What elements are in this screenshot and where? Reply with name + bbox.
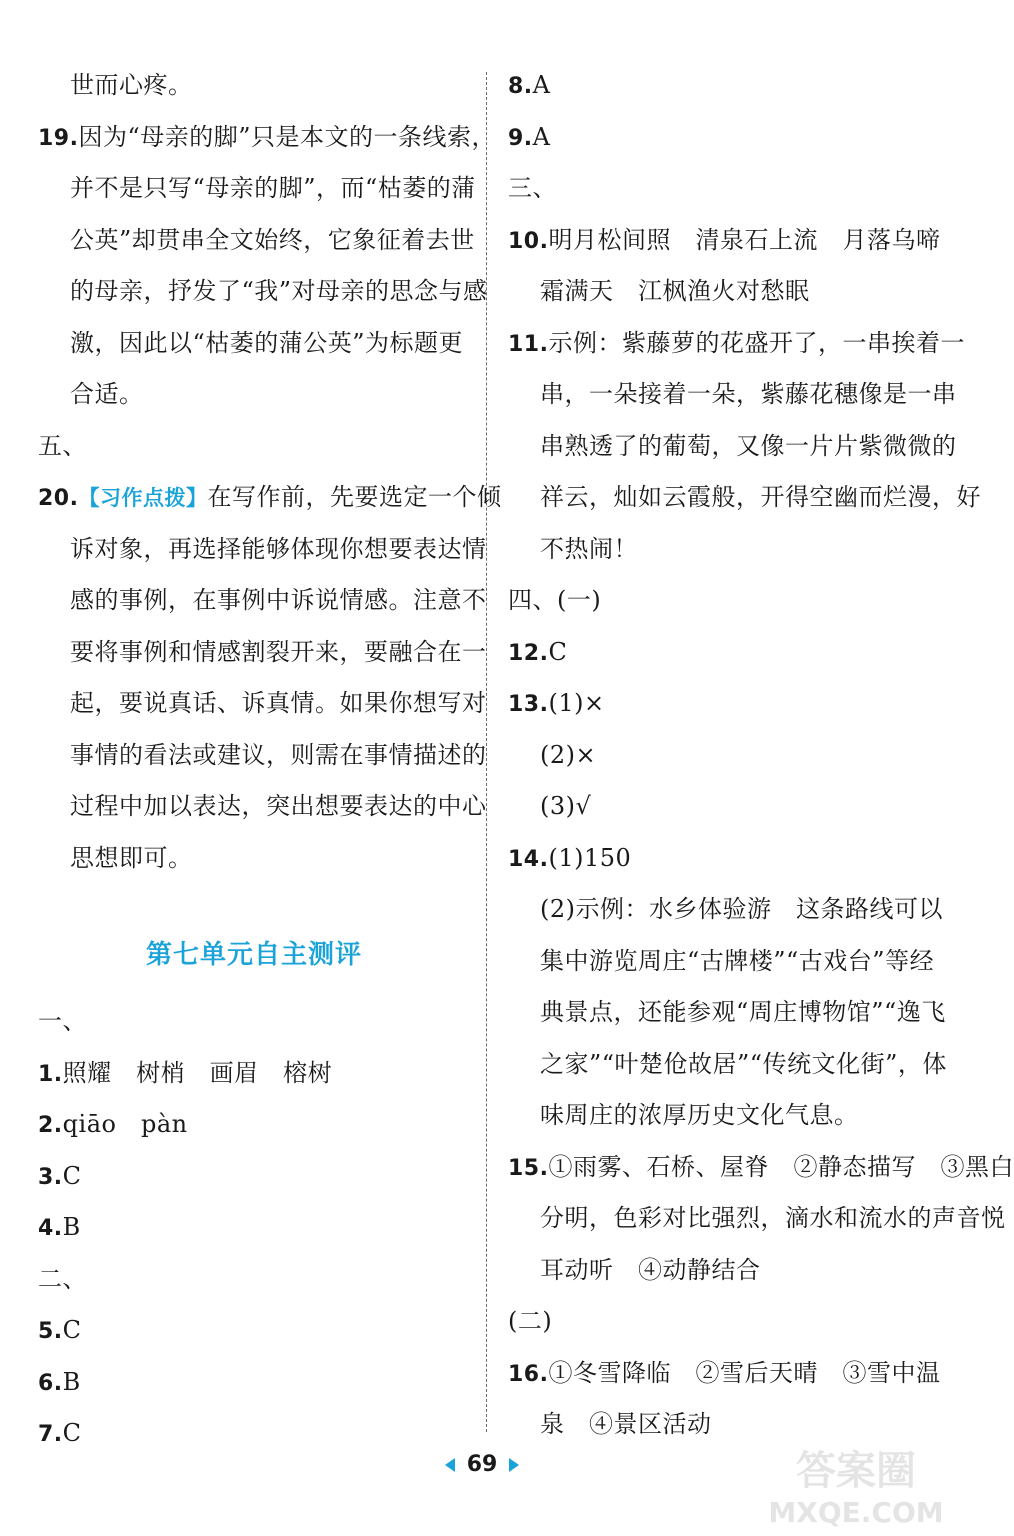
watermark-logo: [756, 1440, 956, 1530]
watermark-url: MXQE.COM: [768, 1496, 944, 1529]
answer-number: 4.: [38, 1216, 63, 1241]
section-heading: (二): [508, 1307, 553, 1335]
answer-text: (3)√: [540, 792, 592, 820]
answer-5: [38, 1305, 470, 1357]
answer-number: 19.: [38, 125, 79, 151]
text-line: 分明，色彩对比强烈，滴水和流水的声音悦: [540, 1204, 1006, 1232]
answer-number: 10.: [508, 228, 549, 254]
text-line: 激，因此以“枯萎的蒲公英”为标题更: [70, 328, 464, 357]
text-line: 诉对象，再选择能够体现你想要表达情: [70, 534, 487, 563]
text-line: 之家”“叶楚伧故居”“传统文化街”，体: [540, 1049, 947, 1078]
watermark-text: 答案圈: [796, 1448, 916, 1494]
answer-number: 11.: [508, 331, 549, 357]
text-line: 集中游览周庄“古牌楼”“古戏台”等经: [540, 946, 935, 975]
answer-number: 2.: [38, 1113, 63, 1138]
answer-text: C: [62, 1419, 82, 1447]
answer-text: C: [62, 1161, 82, 1190]
answer-text: A: [532, 122, 551, 151]
answer-number: 9.: [508, 125, 533, 151]
section-heading: 二、: [38, 1264, 87, 1293]
text-line: 思想即可。: [70, 843, 193, 872]
section-heading: 一、: [38, 1007, 87, 1035]
answer-number: 7.: [38, 1422, 63, 1447]
text-line: 耳动听 ④动静结合: [540, 1255, 761, 1284]
text-line: 起，要说真话、诉真情。如果你想写对: [70, 689, 487, 717]
answer-16: [508, 1348, 940, 1400]
page-number: 69: [466, 1452, 498, 1477]
text-line: 泉 ④景区活动: [540, 1410, 712, 1438]
answer-number: 8.: [508, 74, 533, 99]
section-heading: 五、: [38, 431, 87, 460]
answer-11: [508, 318, 965, 370]
answer-3: [38, 1151, 470, 1203]
answer-number: 3.: [38, 1164, 63, 1190]
writing-tip-label: 【习作点拨】: [78, 486, 208, 510]
text-line: 串熟透了的葡萄，又像一片片紫微微的: [540, 431, 957, 460]
answer-text: (1)150: [548, 843, 632, 872]
text-line: 因为“母亲的脚”只是本文的一条线索，: [78, 122, 497, 151]
answer-number: 5.: [38, 1319, 63, 1344]
answer-19: [38, 112, 497, 164]
section-heading: 四、(一): [508, 586, 602, 614]
answer-10: [508, 215, 940, 267]
text-line: 示例：紫藤萝的花盛开了，一串挨着一: [548, 328, 965, 357]
answer-text: qiāo pàn: [62, 1110, 188, 1138]
text-line: 合适。: [70, 380, 144, 408]
answer-number: 16.: [508, 1361, 549, 1387]
answer-number: 13.: [508, 692, 549, 717]
answer-8: [508, 60, 940, 112]
answer-12: [508, 627, 940, 679]
answer-13: [508, 678, 940, 730]
text-line: 世而心疼。: [70, 71, 193, 99]
answer-text: C: [548, 637, 568, 666]
answer-text: (2)×: [540, 740, 597, 769]
answer-number: 1.: [38, 1061, 63, 1087]
unit-title: 第七单元自主测评: [145, 940, 362, 970]
text-line: ①雨雾、石桥、屋脊 ②静态描写 ③黑白: [548, 1152, 1014, 1181]
text-line: 事情的看法或建议，则需在事情描述的: [70, 740, 487, 769]
text-line: (2)示例：水乡体验游 这条路线可以: [540, 895, 943, 923]
answer-6: [38, 1357, 470, 1409]
answer-20: [38, 472, 502, 524]
answer-9: [508, 112, 940, 164]
text-line: 霜满天 江枫渔火对愁眠: [540, 277, 810, 305]
text-line: 的母亲，抒发了“我”对母亲的思念与感: [70, 277, 488, 305]
answer-text: C: [62, 1316, 82, 1344]
text-line: 味周庄的浓厚历史文化气息。: [540, 1101, 859, 1129]
answer-text: B: [62, 1213, 81, 1241]
triangle-right-icon: [509, 1458, 519, 1472]
answer-text: B: [62, 1367, 81, 1396]
answer-text: (1)×: [548, 689, 605, 717]
answer-text: 照耀 树梢 画眉 榕树: [62, 1058, 333, 1087]
answer-14: [508, 833, 940, 885]
answer-4: [38, 1202, 470, 1254]
left-column: [38, 60, 502, 1460]
text-line: 不热闹！: [540, 534, 638, 563]
answer-number: 14.: [508, 846, 549, 872]
right-column: [508, 60, 1014, 1451]
answer-1: [38, 1048, 470, 1100]
answer-text: A: [532, 71, 551, 99]
section-heading: 三、: [508, 174, 557, 202]
text-line: 祥云，灿如云霞般，开得空幽而烂漫，好: [540, 483, 981, 511]
text-line: ①冬雪降临 ②雪后天晴 ③雪中温: [548, 1358, 941, 1387]
answer-2: [38, 1099, 470, 1151]
text-line: 并不是只写“母亲的脚”，而“枯萎的蒲: [70, 174, 476, 202]
answer-number: 12.: [508, 640, 549, 666]
triangle-left-icon: [445, 1458, 455, 1472]
answer-number: 20.: [38, 486, 79, 511]
text-line: 典景点，还能参观“周庄博物馆”“逸飞: [540, 998, 946, 1026]
text-line: 在写作前，先要选定一个倾: [207, 483, 502, 511]
text-line: 明月松间照 清泉石上流 月落乌啼: [548, 225, 941, 254]
text-line: 公英”却贯串全文始终，它象征着去世: [70, 225, 475, 254]
text-line: 过程中加以表达，突出想要表达的中心: [70, 792, 487, 820]
text-line: 要将事例和情感割裂开来，要融合在一: [70, 637, 487, 666]
answer-15: [508, 1142, 1014, 1194]
text-line: 感的事例，在事例中诉说情感。注意不: [70, 586, 487, 614]
answer-number: 6.: [38, 1370, 63, 1396]
answer-number: 15.: [508, 1155, 549, 1181]
text-line: 串，一朵接着一朵，紫藤花穗像是一串: [540, 380, 957, 408]
